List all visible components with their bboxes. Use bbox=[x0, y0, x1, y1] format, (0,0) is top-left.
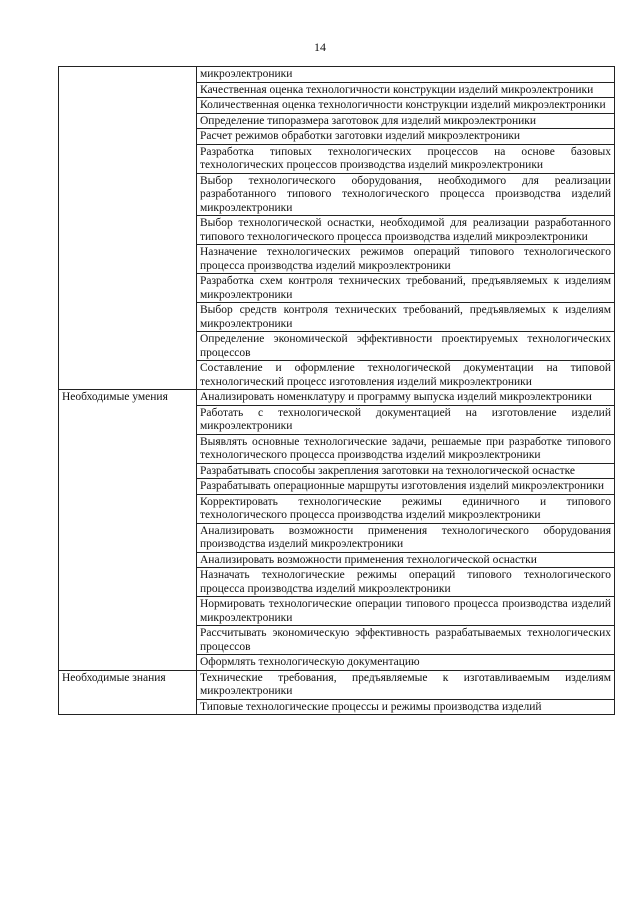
skill-cell: Корректировать технологические режимы единичного и типового технологического процесса производства изделий микроэлектроники bbox=[197, 494, 615, 523]
skill-cell: Анализировать возможности применения технологического оборудования производства изделий микроэлектроники bbox=[197, 523, 615, 552]
labor-action-cell: Количественная оценка технологичности конструкции изделий микроэлектроники bbox=[197, 98, 615, 114]
continued-label-cell bbox=[59, 67, 197, 390]
labor-action-cell: Качественная оценка технологичности конструкции изделий микроэлектроники bbox=[197, 82, 615, 98]
knowledge-cell: Технические требования, предъявляемые к изготавливаемым изделиям микроэлектроники bbox=[197, 670, 615, 699]
skill-cell: Нормировать технологические операции типового процесса производства изделий микроэлектроники bbox=[197, 597, 615, 626]
labor-action-cell: Расчет режимов обработки заготовки изделий микроэлектроники bbox=[197, 129, 615, 145]
competency-table bbox=[58, 66, 615, 715]
labor-action-cell: Выбор технологической оснастки, необходимой для реализации разработанного типового технологического процесса производства изделий микроэлектроники bbox=[197, 216, 615, 245]
skill-cell: Оформлять технологическую документацию bbox=[197, 655, 615, 671]
table-row bbox=[59, 67, 615, 83]
labor-action-cell: Разработка типовых технологических процессов на основе базовых технологических процессов производства изделий микроэлектроники bbox=[197, 144, 615, 173]
skill-cell: Разрабатывать способы закрепления заготовки на технологической оснастке bbox=[197, 463, 615, 479]
labor-action-cell: микроэлектроники bbox=[197, 67, 615, 83]
labor-action-cell: Назначение технологических режимов операций типового технологического процесса производства изделий микроэлектроники bbox=[197, 245, 615, 274]
skill-cell: Работать с технологической документацией на изготовление изделий микроэлектроники bbox=[197, 405, 615, 434]
labor-action-cell: Выбор средств контроля технических требований, предъявляемых к изделиям микроэлектроники bbox=[197, 303, 615, 332]
labor-action-cell: Выбор технологического оборудования, необходимого для реализации разработанного типового технологического процесса производства изделий микроэлектроники bbox=[197, 173, 615, 216]
table-row bbox=[59, 390, 615, 406]
skill-cell: Разрабатывать операционные маршруты изготовления изделий микроэлектроники bbox=[197, 479, 615, 495]
labor-action-cell: Определение типоразмера заготовок для изделий микроэлектроники bbox=[197, 113, 615, 129]
labor-action-cell: Определение экономической эффективности проектируемых технологических процессов bbox=[197, 332, 615, 361]
labor-action-cell: Составление и оформление технологической документации на типовой технологический процесс изготовления изделий микроэлектроники bbox=[197, 361, 615, 390]
skill-cell: Назначать технологические режимы операций типового технологического процесса производства изделий микроэлектроники bbox=[197, 568, 615, 597]
labor-action-cell: Разработка схем контроля технических требований, предъявляемых к изделиям микроэлектроники bbox=[197, 274, 615, 303]
page-number: 14 bbox=[314, 40, 326, 54]
skill-cell: Анализировать номенклатуру и программу выпуска изделий микроэлектроники bbox=[197, 390, 615, 406]
skill-cell: Анализировать возможности применения технологической оснастки bbox=[197, 552, 615, 568]
skill-cell: Выявлять основные технологические задачи, решаемые при разработке типового технологического процесса производства изделий микроэлектроники bbox=[197, 434, 615, 463]
skills-label: Необходимые умения bbox=[59, 390, 197, 671]
knowledge-label: Необходимые знания bbox=[59, 670, 197, 715]
table-row bbox=[59, 670, 615, 699]
skill-cell: Рассчитывать экономическую эффективность разрабатываемых технологических процессов bbox=[197, 626, 615, 655]
knowledge-cell: Типовые технологические процессы и режимы производства изделий bbox=[197, 699, 615, 715]
